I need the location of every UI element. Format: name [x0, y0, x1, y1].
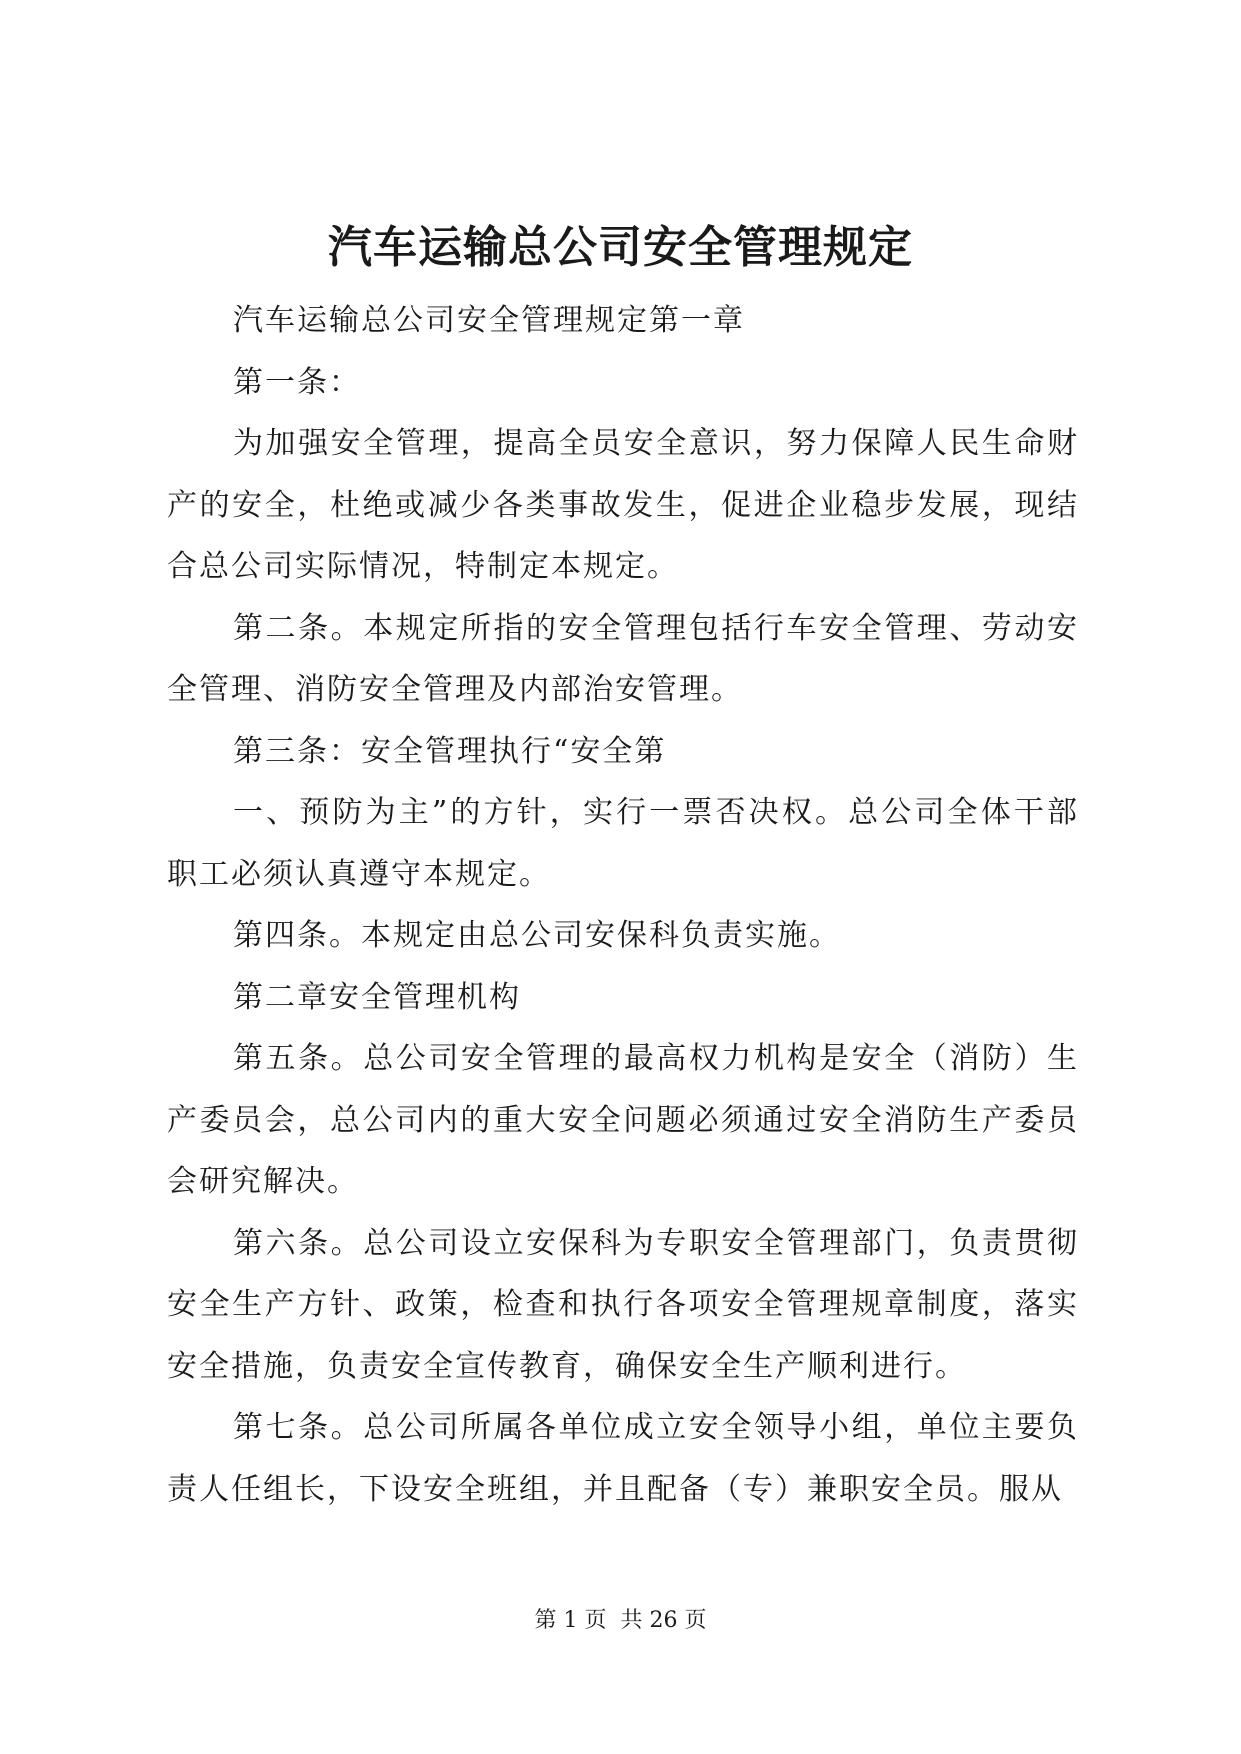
paragraph-article-7: 第七条。总公司所属各单位成立安全领导小组，单位主要负责人任组长，下设安全班组，并且配备（专）兼职安全员。服从 — [167, 1410, 1079, 1507]
paragraph-chapter-2: 第二章安全管理机构 — [233, 979, 521, 1015]
paragraph-article-1-label: 第一条： — [233, 364, 361, 400]
page-number: 第 1 页 共 26 页 — [534, 1608, 707, 1633]
paragraph-article-6: 第六条。总公司设立安保科为专职安全管理部门，负责贯彻安全生产方针、政策，检查和执行各项安全管理规章制度，落实安全措施，负责安全宣传教育，确保安全生产顺利进行。 — [167, 1225, 1079, 1384]
paragraph-article-3: 第三条：安全管理执行“安全第 — [233, 733, 667, 769]
paragraph-article-4: 第四条。本规定由总公司安保科负责实施。 — [233, 918, 841, 953]
document-title: 汽车运输总公司安全管理规定 — [328, 222, 913, 273]
paragraph-article-1: 为加强安全管理，提高全员安全意识，努力保障人民生命财产的安全，杜绝或减少各类事故发生，促进企业稳步发展，现结合总公司实际情况，特制定本规定。 — [167, 426, 1079, 584]
paragraph-article-3-cont: 一、预防为主”的方针，实行一票否决权。总公司全体干部职工必须认真遵守本规定。 — [167, 795, 1079, 892]
paragraph-article-2: 第二条。本规定所指的安全管理包括行车安全管理、劳动安全管理、消防安全管理及内部治安管理。 — [167, 610, 1079, 707]
document-body — [167, 290, 1079, 1520]
paragraph-heading: 汽车运输总公司安全管理规定第一章 — [233, 303, 745, 338]
paragraph-article-5: 第五条。总公司安全管理的最高权力机构是安全（消防）生产委员会，总公司内的重大安全问题必须通过安全消防生产委员会研究解决。 — [167, 1041, 1079, 1199]
